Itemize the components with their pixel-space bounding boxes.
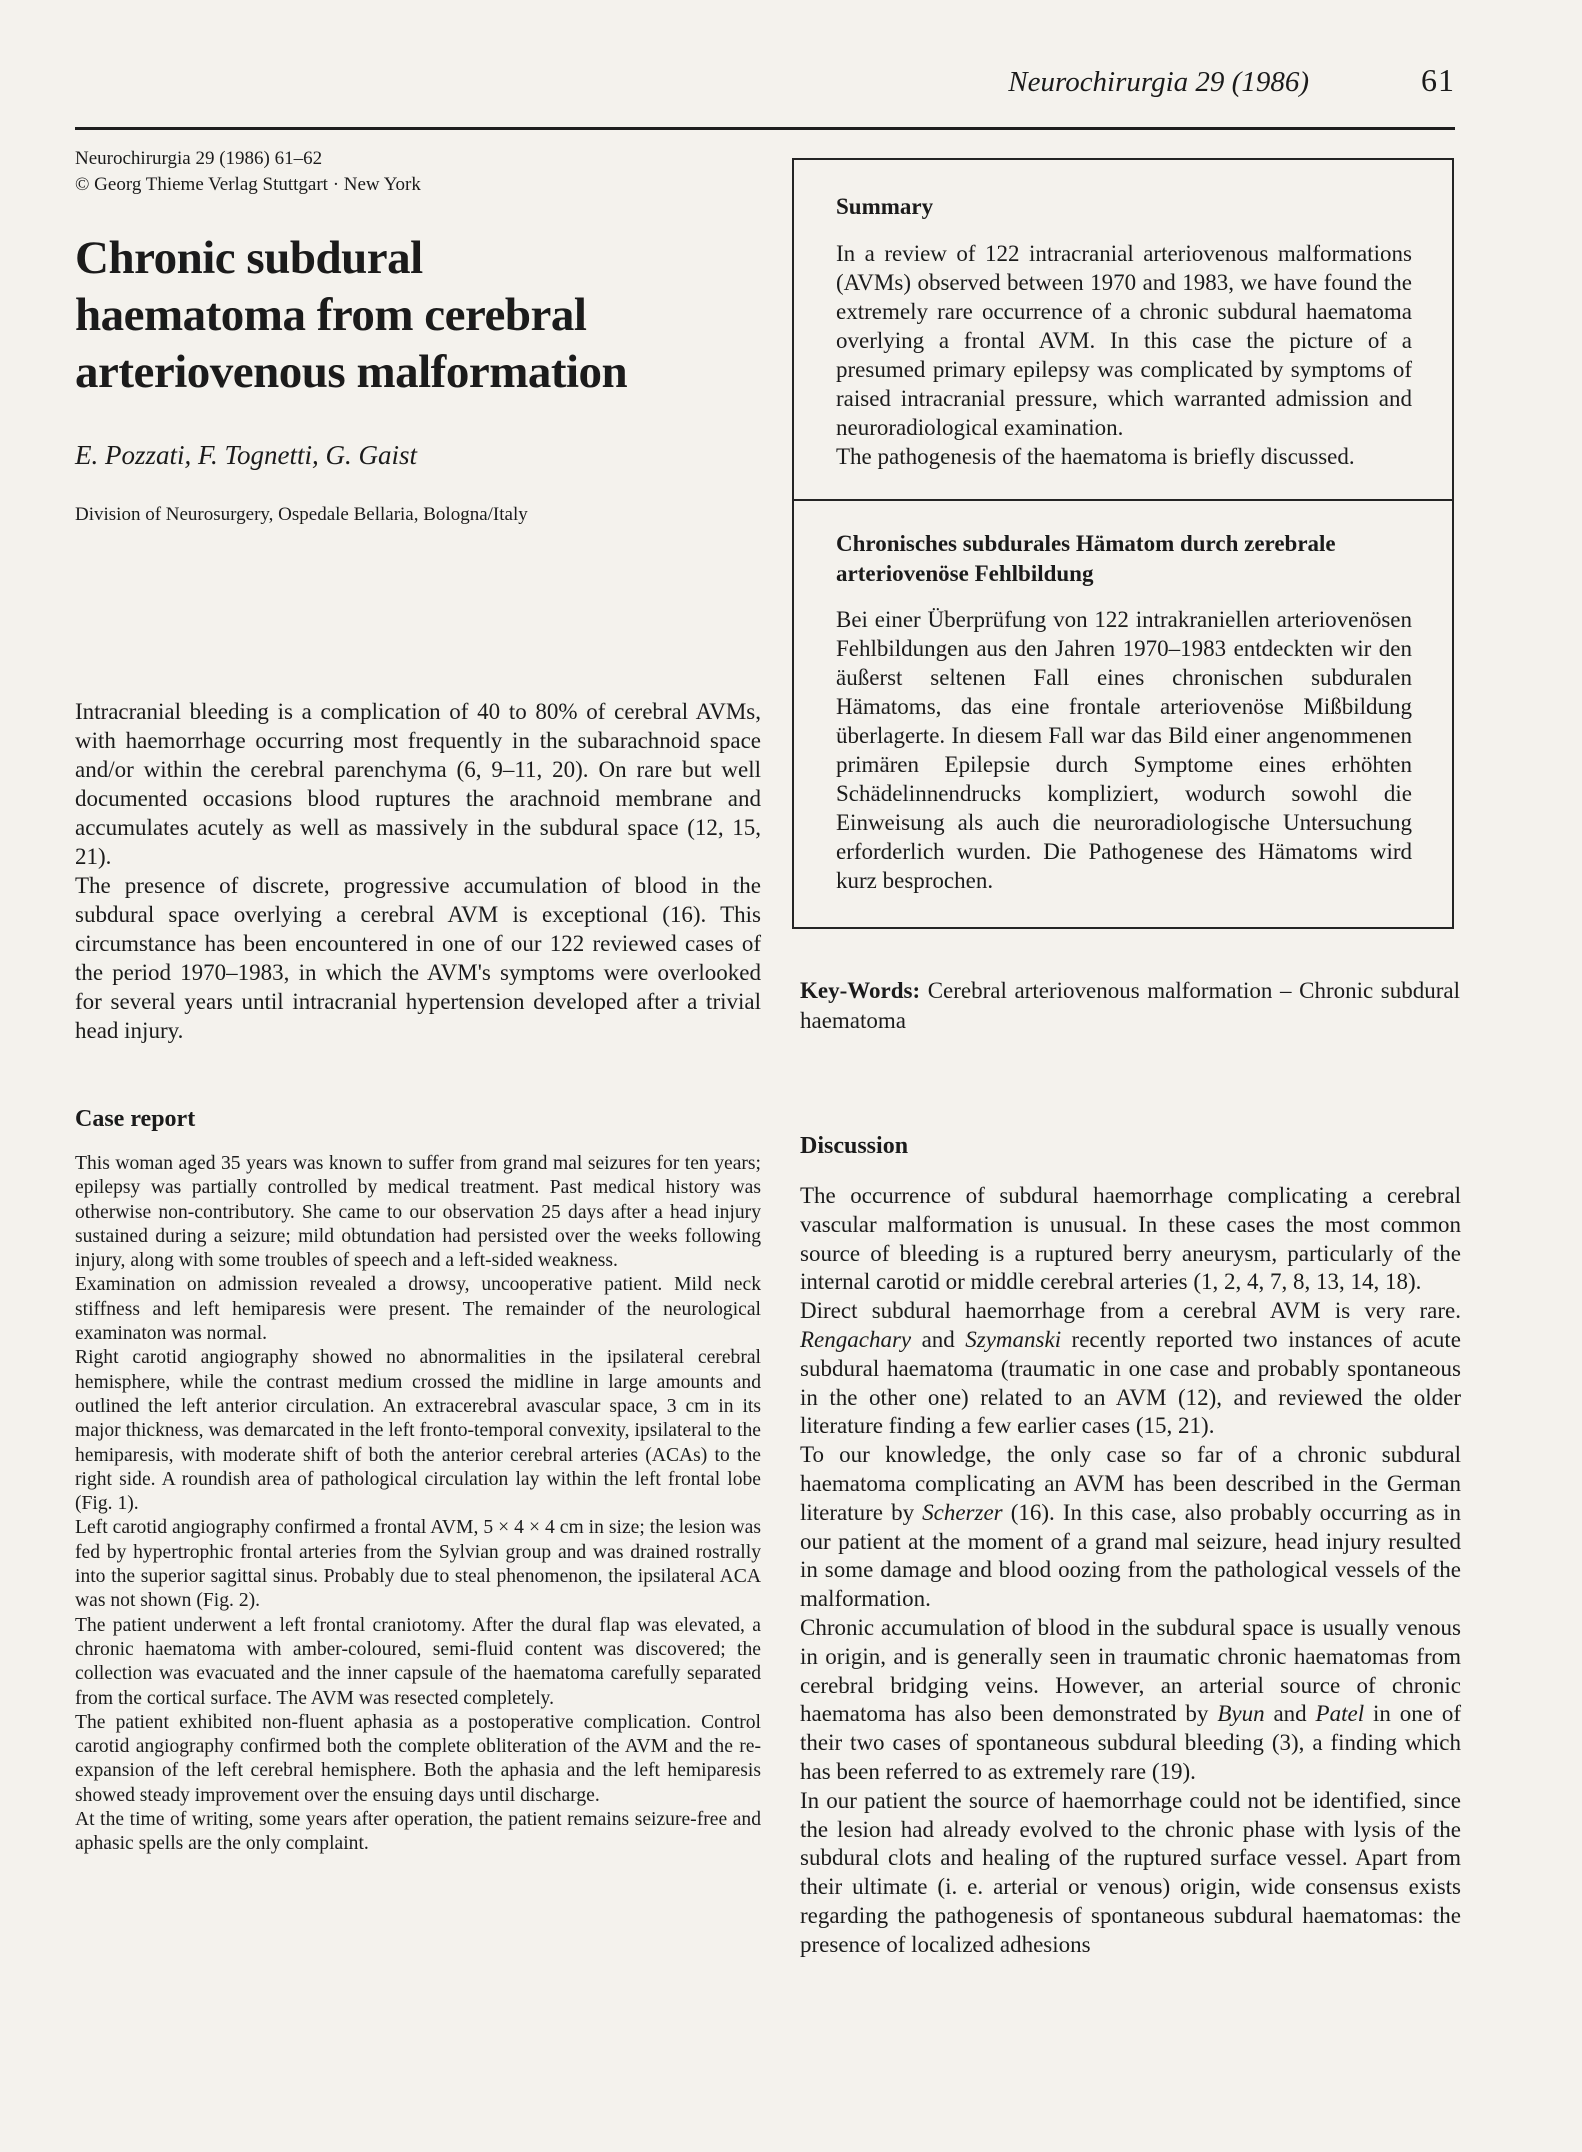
english-summary-section <box>794 160 1452 499</box>
text-run: and <box>1264 1701 1316 1727</box>
text-run: Direct subdural haemorrhage from a cerebral AVM is very rare. <box>800 1298 1461 1324</box>
italic-run: Byun <box>1217 1701 1265 1727</box>
text-run: Bei einer Überprüfung von 122 intrakraniellen arteriovenösen Fehlbildungen aus den Jahren 1970–1983 entdeckten wir den äußerst seltenen Fall eines chronischen subduralen Hämatoms, das eine frontale arteriovenöse Mißbildung überlagerte. In diesem Fall war das Bild einer angenommenen primären Epilepsie durch Symptome eines erhöhten Schädelinnendrucks kompliziert, wodurch sowohl die Einweisung als auch die neuroradiologische Untersuchung erforderlich wurden. Die Pathogenese des Hämatoms wird kurz besprochen. <box>836 607 1412 893</box>
text-run: Chronic subdural <box>75 232 423 284</box>
paragraph <box>75 1614 761 1711</box>
paragraph <box>836 442 1412 471</box>
text-run: At the time of writing, some years after operation, the patient remains seizure-free and aphasic spells are the only complaint. <box>75 1809 761 1855</box>
text-run: Cerebral arteriovenous malformation – Chronic subdural haematoma <box>800 978 1461 1033</box>
text-run: Neurochirurgia 29 (1986) 61–62 <box>75 148 323 169</box>
case-report-heading: Case report <box>75 1106 196 1132</box>
text-run: Examination on admission revealed a drowsy, uncooperative patient. Mild neck stiffness and left hemiparesis were present. The remainder of the neurological examinaton was normal. <box>75 1274 761 1345</box>
text-run: and <box>911 1326 966 1352</box>
paragraph <box>800 976 1460 1036</box>
italic-run: Rengachary <box>800 1326 912 1352</box>
text-run: in one of their two cases of spontaneous subdural bleeding (3), a finding which has been referred to as extremely rare (19). <box>800 1701 1461 1784</box>
header-rule <box>75 127 1455 130</box>
text-run: Chronic accumulation of blood in the subdural space is usually venous in origin, and is generally seen in traumatic chronic haematomas from cerebral bridging veins. However, an arterial source of chronic haematoma has also been demonstrated by <box>800 1614 1461 1727</box>
page-number: 61 <box>1421 62 1455 98</box>
paragraph <box>800 1441 1461 1614</box>
text-run: The presence of discrete, progressive accumulation of blood in the subdural space overlying a cerebral AVM is exceptional (16). This circumstance has been encountered in one of our 122 reviewed cases of the period 1970–1983, in which the AVM's symptoms were overlooked for several years until intracranial hypertension developed after a trivial head injury. <box>75 873 761 1043</box>
paragraph <box>75 1516 761 1613</box>
affiliation-line: Division of Neurosurgery, Ospedale Bellaria, Bologna/Italy <box>75 504 528 525</box>
paragraph <box>75 344 775 401</box>
text-run: Right carotid angiography showed no abnormalities in the ipsilateral cerebral hemisphere, while the contrast medium crossed the midline in large amounts and outlined the left anterior circulation. An extracerebral avascular space, 3 cm in its major thickness, was demarcated in the left fronto-temporal convexity, ipsilateral to the hemiparesis, with moderate shift of both the anterior cerebral arteries (ACAs) to the right side. A roundish area of pathological circulation lay within the left frontal lobe (Fig. 1). <box>75 1347 761 1515</box>
text-run: © Georg Thieme Verlag Stuttgart · New York <box>75 174 421 195</box>
keywords-line <box>800 976 1460 1036</box>
paragraph <box>75 1273 761 1346</box>
paragraph <box>75 146 735 172</box>
discussion-text <box>800 1182 1461 1960</box>
italic-run: Szymanski <box>965 1326 1062 1352</box>
paragraph <box>800 1614 1461 1787</box>
text-run: Intracranial bleeding is a complication of 40 to 80% of cerebral AVMs, with haemorrhage occurring most frequently in the subarachnoid space and/or within the cerebral parenchyma (6, 9–11, 20). On rare but well documented occasions blood ruptures the arachnoid membrane and accumulates acutely as well as massively in the subdural space (12, 15, 21). <box>75 699 761 869</box>
italic-run: Patel <box>1315 1701 1365 1727</box>
paragraph <box>75 1711 761 1808</box>
paragraph <box>75 1808 761 1857</box>
summary-text <box>836 239 1412 471</box>
text-run: This woman aged 35 years was known to suffer from grand mal seizures for ten years; epilepsy was partially controlled by medical treatment. Past medical history was otherwise non-contributory. She came to our observation 25 days after a head injury sustained during a seizure; mild obtundation had persisted over the weeks following injury, along with some troubles of speech and a left-sided weakness. <box>75 1153 761 1272</box>
paragraph <box>800 1182 1461 1297</box>
text-run: In a review of 122 intracranial arteriovenous malformations (AVMs) observed between 1970 and 1983, we have found the extremely rare occurrence of a chronic subdural haematoma overlying a frontal AVM. In this case the picture of a presumed primary epilepsy was complicated by symptoms of raised intracranial pressure, which warranted admission and neuroradiological examination. <box>836 241 1412 440</box>
paragraph <box>800 1297 1461 1441</box>
paragraph <box>836 239 1412 442</box>
authors-line: E. Pozzati, F. Tognetti, G. Gaist <box>75 440 418 470</box>
text-run: haematoma from cerebral <box>75 289 587 341</box>
text-run: Left carotid angiography confirmed a frontal AVM, 5 × 4 × 4 cm in size; the lesion was fed by hypertrophic frontal arteries from the Sylvian group and was drained rostrally into the superior sagittal sinus. Probably due to steal phenomenon, the ipsilateral ACA was not shown (Fig. 2). <box>75 1517 761 1612</box>
case-report-text <box>75 1152 761 1857</box>
citation-block <box>75 146 735 198</box>
paragraph <box>75 172 735 198</box>
german-text <box>836 605 1412 895</box>
paragraph <box>75 1346 761 1516</box>
paragraph <box>75 287 775 344</box>
paragraph <box>800 1787 1461 1960</box>
text-run: In our patient the source of haemorrhage could not be identified, since the lesion had already evolved to the chronic phase with lysis of the subdural clots and healing of the ruptured surface vessel. Apart from their ultimate (i. e. arterial or venous) origin, wide consensus exists regarding the pathogenesis of spontaneous subdural haematomas: the presence of localized adhesions <box>800 1787 1461 1957</box>
german-summary-section <box>794 499 1452 927</box>
text-run: The patient exhibited non-fluent aphasia as a postoperative complication. Control carotid angiography confirmed both the complete obliteration of the AVM and the re-expansion of the left cerebral hemisphere. Both the aphasia and the left hemiparesis showed steady improvement over the ensuing days until discharge. <box>75 1711 761 1806</box>
discussion-heading: Discussion <box>800 1133 909 1159</box>
paragraph <box>75 871 761 1045</box>
paragraph <box>75 1152 761 1273</box>
text-run: The patient underwent a left frontal craniotomy. After the dural flap was elevated, a chronic haematoma with amber-coloured, semi-fluid content was discovered; the collection was evacuated and the inner capsule of the haematoma carefully separated from the cortical surface. The AVM was resected completely. <box>75 1614 761 1709</box>
text-run: arteriovenous malformation <box>75 346 628 398</box>
paragraph <box>75 697 761 871</box>
journal-name: Neurochirurgia 29 (1986) <box>1008 66 1309 98</box>
bold-run: Key-Words: <box>800 978 928 1003</box>
abstract-box <box>792 158 1454 929</box>
paragraph <box>75 230 775 287</box>
italic-run: Scherzer <box>922 1499 1003 1525</box>
text-run: recently reported two instances of acute subdural haematoma (traumatic in one case and probably spontaneous in the other one) related to an AVM (12), and reviewed the older literature finding a few earlier cases (15, 21). <box>800 1326 1461 1439</box>
running-head <box>1008 62 1455 99</box>
article-title <box>75 230 775 401</box>
summary-heading: Summary <box>836 194 934 219</box>
german-heading: Chronisches subdurales Hämatom durch zerebrale arteriovenöse Fehlbildung <box>836 531 1336 586</box>
text-run: The pathogenesis of the haematoma is briefly discussed. <box>836 444 1355 469</box>
text-run: To our knowledge, the only case so far of a chronic subdural haematoma complicating an AVM has been described in the German literature by <box>800 1442 1461 1525</box>
text-run: (16). In this case, also probably occurring as in our patient at the moment of a grand mal seizure, head injury resulted in some damage and blood oozing from the pathological vessels of the malformation. <box>800 1499 1461 1612</box>
paragraph <box>836 605 1412 895</box>
text-run: The occurrence of subdural haemorrhage complicating a cerebral vascular malformation is unusual. In these cases the most common source of bleeding is a ruptured berry aneurysm, particularly of the internal carotid or middle cerebral arteries (1, 2, 4, 7, 8, 13, 14, 18). <box>800 1183 1461 1295</box>
introduction-text <box>75 697 761 1045</box>
